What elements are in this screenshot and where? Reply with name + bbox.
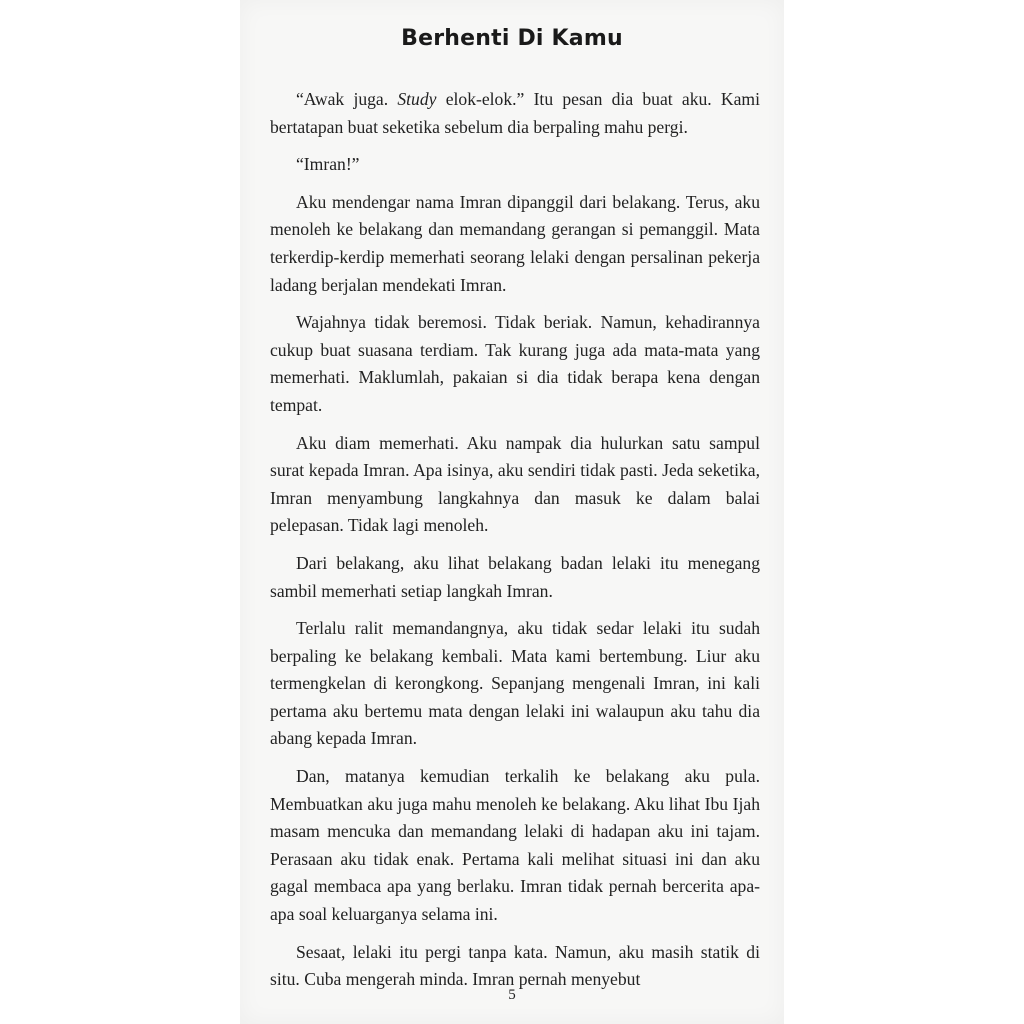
paragraph-1-emphasis: Study [397, 89, 437, 109]
paragraph-5: Aku diam memerhati. Aku nampak dia hulurkan satu sampul surat kepada Imran. Apa isinya, aku sendiri tidak pasti. Jeda seketika, Imran menyambung langkahnya dan masuk ke dalam balai pelepasan. Tidak lagi menoleh. [270, 432, 760, 536]
body-text [270, 86, 760, 1004]
paragraph-7: Terlalu ralit memandangnya, aku tidak sedar lelaki itu sudah berpaling ke belakang kembali. Mata kami bertembung. Liur aku termengkelan di kerongkong. Sepanjang mengenali Imran, ini kali pertama aku bertemu mata dengan lelaki ini walaupun aku tahu dia abang kepada Imran. [270, 618, 760, 749]
paragraph-9: Sesaat, lelaki itu pergi tanpa kata. Namun, aku masih statik di situ. Cuba mengerah minda. Imran pernah menyebut [270, 941, 760, 990]
page-number: 5 [508, 987, 516, 1003]
paragraph-3: Aku mendengar nama Imran dipanggil dari belakang. Terus, aku menoleh ke belakang dan memandang gerangan si pemanggil. Mata terkerdip-kerdip memerhati seorang lelaki dengan persalinan pekerja ladang berjalan mendekati Imran. [270, 191, 760, 295]
paragraph-1-post: elok-elok.” Itu pesan dia buat aku. Kami bertatapan buat seketika sebelum dia berpaling mahu pergi. [270, 89, 761, 137]
chapter-title: Berhenti Di Kamu [401, 26, 623, 51]
paragraph-6: Dari belakang, aku lihat belakang badan lelaki itu menegang sambil memerhati setiap langkah Imran. [270, 552, 760, 601]
paragraph-1 [270, 86, 760, 141]
paragraph-8: Dan, matanya kemudian terkalih ke belakang aku pula. Membuatkan aku juga mahu menoleh ke belakang. Aku lihat Ibu Ijah masam mencuka dan memandang lelaki di hadapan aku ini tajam. Perasaan aku tidak enak. Pertama kali melihat situasi ini dan aku gagal membaca apa yang berlaku. Imran tidak pernah bercerita apa-apa soal keluarganya selama ini. [270, 766, 760, 925]
paragraph-4: Wajahnya tidak beremosi. Tidak beriak. Namun, kehadirannya cukup buat suasana terdiam. Tak kurang juga ada mata-mata yang memerhati. Maklumlah, pakaian si dia tidak berapa kena dengan tempat. [270, 312, 760, 415]
paragraph-1-pre: “Awak juga. [296, 89, 398, 109]
book-page [240, 0, 784, 1024]
paragraph-2: “Imran!” [296, 154, 360, 175]
